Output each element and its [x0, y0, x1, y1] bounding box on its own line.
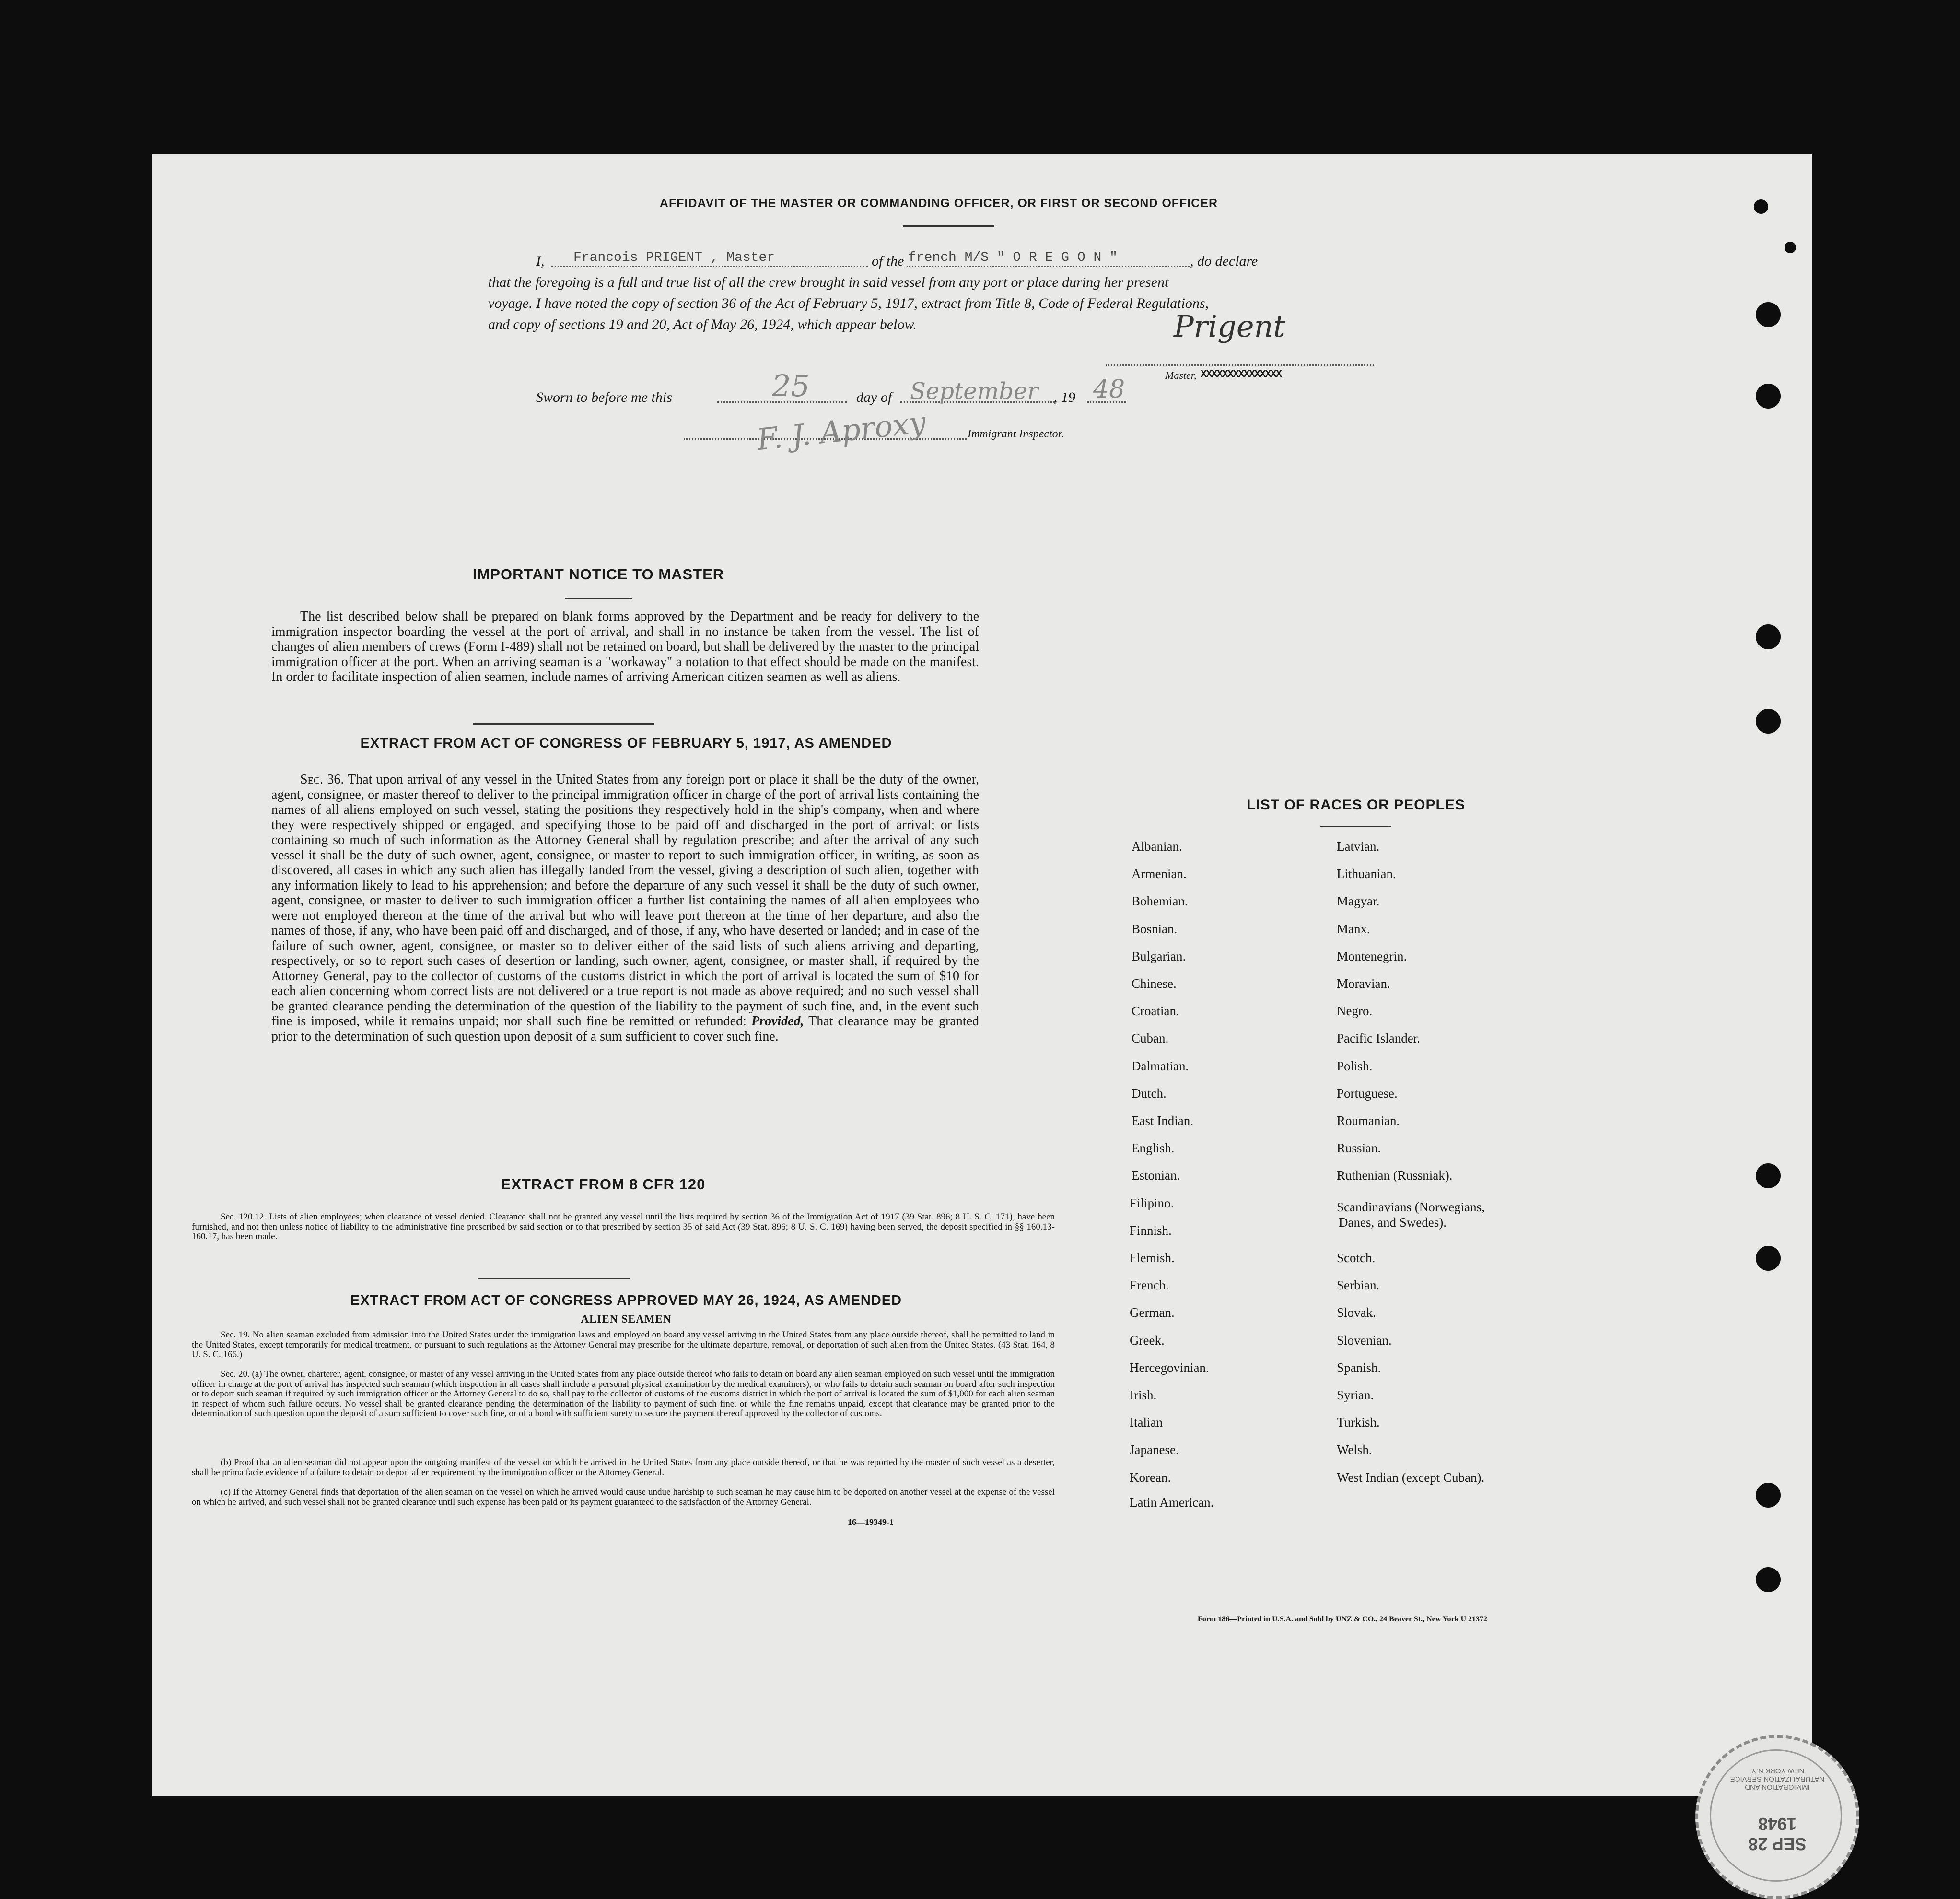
sworn-label: Sworn to before me this [536, 389, 672, 405]
master-name-typed: Francois PRIGENT , Master [573, 250, 775, 265]
race-item: Scotch. [1337, 1251, 1376, 1265]
race-item: East Indian. [1132, 1114, 1193, 1128]
race-item: Irish. [1130, 1388, 1157, 1402]
sworn-day-handwritten: 25 [772, 368, 810, 403]
form-publisher-note: Form 186—Printed in U.S.A. and Sold by UNZ & CO., 24 Beaver St., New York U 21372 [1198, 1615, 1488, 1623]
race-item: Croatian. [1132, 1004, 1179, 1019]
races-rule [1320, 826, 1391, 827]
race-item: Montenegrin. [1337, 949, 1407, 963]
race-item: Roumanian. [1337, 1114, 1400, 1128]
sec-20b-text: (b) Proof that an alien seaman did not appear upon the outgoing manifest of the vessel on which he arrived in the United States from any place outside thereof, or that he was reported by the master of such vessel as a deserter, shall be prima facie evidence of a failure to detain or deport after requirement by the immigration officer or the Attorney General. [192, 1457, 1055, 1477]
year-handwritten: 48 [1093, 375, 1125, 404]
punch-hole [1754, 199, 1768, 214]
sec-36-label: Sec. 36. [300, 772, 344, 787]
race-item: Manx. [1337, 921, 1370, 936]
form-number: 16—19349-1 [848, 1517, 894, 1527]
affidavit-title: AFFIDAVIT OF THE MASTER OR COMMANDING OFFICER, OR FIRST OR SECOND OFFICER [659, 197, 1218, 210]
race-item: Bohemian. [1132, 894, 1188, 909]
sec-36-proviso: That clearance may be granted prior to the determination of such question upon deposit of a sum sufficient to cover such fine. [271, 1014, 980, 1044]
race-item: English. [1132, 1141, 1175, 1156]
affidavit-body-line-1: that the foregoing is a full and true list of all the crew brought in said vessel from any port or place during her present [488, 274, 1169, 290]
race-item: Serbian. [1337, 1278, 1380, 1293]
race-item: Flemish. [1130, 1251, 1175, 1265]
punch-hole [1756, 1163, 1781, 1188]
race-item: Latin American. [1130, 1495, 1214, 1510]
punch-hole [1756, 1567, 1781, 1592]
notice-end-rule [473, 723, 654, 725]
inspector-label: Immigrant Inspector. [968, 428, 1064, 440]
punch-hole [1756, 1246, 1781, 1271]
affidavit-declare-label: , do declare [1190, 253, 1258, 269]
races-left-column [1132, 839, 1323, 1683]
race-item: Bulgarian. [1132, 949, 1186, 963]
race-item: Danes, and Swedes). [1339, 1215, 1447, 1230]
affidavit-body-line-3: and copy of sections 19 and 20, Act of May 26, 1924, which appear below. [488, 316, 917, 332]
race-item: Slovenian. [1337, 1333, 1392, 1348]
master-signature-line [1106, 364, 1374, 366]
punch-hole [1756, 709, 1781, 734]
receipt-stamp [1695, 1735, 1859, 1899]
notice-text: The list described below shall be prepared on blank forms approved by the Department and be ready for delivery to the immigration inspector boarding the vessel at the port of arrival, and shall in no instance be taken from the vessel. The list of changes of alien members of crews (Form I-489) shall not be retained on board, but shall be delivered by the master to the principal immigration officer at the port. When an arriving seaman is a "workaway" a notation to that effect should be made on the manifest. In order to facilitate inspection of alien seamen, include names of arriving American citizen seamen as well as aliens. [271, 609, 979, 684]
race-item: German. [1130, 1305, 1175, 1320]
race-item: Welsh. [1337, 1442, 1372, 1457]
document-page [152, 154, 1825, 1854]
title-rule [903, 225, 994, 227]
race-item: Chinese. [1132, 976, 1177, 991]
race-item: Negro. [1337, 1004, 1373, 1019]
affidavit-of-the-label: of the [872, 253, 904, 269]
race-item: Lithuanian. [1337, 867, 1396, 881]
race-item: Dutch. [1132, 1086, 1167, 1101]
race-item: Slovak. [1337, 1305, 1376, 1320]
year-prefix-label: , 19 [1054, 389, 1075, 405]
extract-1924-subtitle: ALIEN SEAMEN [581, 1313, 672, 1325]
race-item: Russian. [1337, 1141, 1381, 1156]
punch-hole [1756, 1483, 1781, 1508]
cfr-end-rule [478, 1278, 630, 1279]
race-item: Cuban. [1132, 1031, 1169, 1046]
punch-hole [1785, 242, 1796, 253]
provided-label: Provided, [751, 1014, 804, 1029]
races-right-column [1337, 839, 1586, 1683]
affidavit-i-label: I, [536, 253, 545, 269]
race-item: Estonian. [1132, 1168, 1180, 1183]
race-item: West Indian (except Cuban). [1337, 1470, 1485, 1485]
vessel-name-typed: french M/S " O R E G O N " [908, 250, 1118, 265]
punch-hole [1756, 624, 1781, 649]
master-label: Master, [1165, 369, 1197, 381]
notice-title: IMPORTANT NOTICE TO MASTER [472, 566, 724, 583]
punch-hole [1756, 384, 1781, 409]
races-title: LIST OF RACES OR PEOPLES [1247, 797, 1465, 813]
race-item: Scandinavians (Norwegians, [1337, 1199, 1485, 1214]
race-item: Filipino. [1130, 1196, 1174, 1210]
race-item: Italian [1130, 1415, 1163, 1430]
race-item: Dalmatian. [1132, 1058, 1189, 1073]
extract-cfr-text: Sec. 120.12. Lists of alien employees; when clearance of vessel denied. Clearance shall not be granted any vessel until the lists required by section 36 of the Immigration Act of 1917 (39 Stat. 896; 8 U. S. C. 171), have been furnished, and not then unless notice of liability to the administrative fine prescribed by said section or to that prescribed by section 35 of said Act (39 Stat. 896; 8 U. S. C. 169) having been served, the deposit specified in §§ 160.13-160.17, has been made. [192, 1212, 1055, 1242]
race-item: Albanian. [1132, 839, 1182, 854]
sec-20c-text: (c) If the Attorney General finds that deportation of the alien seaman on the vessel on which he arrived would cause undue hardship to such seaman he may cause him to be deported on another vessel at the expense of the vessel on which he arrived, and such vessel shall not be granted clearance until such expense has been paid or its payment guaranteed to the satisfaction of the Attorney General. [192, 1487, 1055, 1507]
extract-1924-title: EXTRACT FROM ACT OF CONGRESS APPROVED MAY 26, 1924, AS AMENDED [350, 1293, 902, 1308]
extract-cfr-title: EXTRACT FROM 8 CFR 120 [501, 1176, 706, 1193]
race-item: Hercegovinian. [1130, 1360, 1209, 1375]
vessel-fill-line [907, 266, 1190, 267]
race-item: Greek. [1130, 1333, 1165, 1348]
race-item: Korean. [1130, 1470, 1171, 1485]
sec-19-text: Sec. 19. No alien seaman excluded from admission into the United States under the immigration laws and employed on board any vessel arriving in the United States from any place outside thereof, shall be permitted to land in the United States, except temporarily for medical treatment, or pursuant to such regulations as the Attorney General may prescribe for the ultimate departure, removal, or deportation of such alien from the United States. (43 Stat. 164, 8 U. S. C. 166.) [192, 1330, 1055, 1360]
sec-20a-text: Sec. 20. (a) The owner, charterer, agent, consignee, or master of any vessel arriving in the United States from any place outside thereof who fails to detain on board any alien seaman employed on such vessel until the immigration officer in charge at the port of arrival has inspected such seaman (which inspection in all cases shall include a personal physical examination by the medical examiners), or who fails to detain such seaman on board after such inspection or to deport such seaman if required by such immigration officer or the Attorney General to do so, shall pay to the collector of customs of the customs district in which the port of arrival is located the sum of $1,000 for each alien seaman in respect of whom such failure occurs. No vessel shall be granted clearance pending the determination of the liability to payment of such fine, or while the fine remains unpaid, except that clearance may be granted prior to the determination of such question upon the deposit of a sum sufficient to cover such fine, or of a bond with sufficient surety to secure the payment thereof approved by the collector of customs. [192, 1369, 1055, 1418]
sec-36-body: That upon arrival of any vessel in the United States from any foreign port or place it shall be the duty of the owner, agent, consignee, or master thereof to deliver to the principal immigration officer in charge of the port of arrival lists containing the names of all aliens employed on such vessel, stating the positions they respectively hold in the ship's company, when and where they were respectively shipped or engaged, and specifying those to be paid off and discharged in the port of arrival; or lists containing so much of such information as the Attorney General shall by regulation prescribe; and after the arrival of any such vessel it shall be the duty of such owner, agent, consignee, or master to report to such immigration officer, in writing, as soon as discovered, all cases in which any such alien has illegally landed from the vessel, giving a description of such alien, together with any information likely to lead to his apprehension; and before the departure of any such vessel it shall be the duty of such owner, agent, consignee, or master to deliver to such immigration officer a further list containing the names of all alien employees who were not employed thereon at the time of the arrival but who will leave port thereon at the time of her departure, and also the names of those, if any, who have been paid off and discharged, and of those, if any, who have deserted or landed; and in case of the failure of such owner, agent, consignee, or master so to deliver either of the said lists of such aliens arriving and departing, respectively, or so to report such cases of desertion or landing, such owner, agent, consignee, or master shall, if required by the Attorney General, pay to the collector of customs of the customs district in which the port of arrival is located the sum of $10 for each alien concerning whom correct lists are not delivered or a true report is not made as above required; and no such vessel shall be granted clearance pending the determination of the question of the liability to the payment of such fine, and, in the event such fine is imposed, while it remains unpaid; nor shall such fine be remitted or refunded: [271, 772, 979, 1029]
master-struck-text: XXXXXXXXXXXXXXX [1201, 368, 1282, 380]
race-item: Ruthenian (Russniak). [1337, 1168, 1453, 1183]
affidavit-body-line-2: voyage. I have noted the copy of section 36 of the Act of February 5, 1917, extract from Title 8, Code of Federal Regulations, [488, 295, 1209, 311]
race-item: Pacific Islander. [1337, 1031, 1420, 1046]
stamp-date: SEP 28 1948 [1748, 1814, 1807, 1854]
extract-1917-title: EXTRACT FROM ACT OF CONGRESS OF FEBRUARY 5, 1917, AS AMENDED [360, 736, 892, 751]
race-item: French. [1130, 1278, 1169, 1293]
race-item: Finnish. [1130, 1223, 1172, 1238]
race-item: Latvian. [1337, 839, 1380, 854]
race-item: Polish. [1337, 1058, 1373, 1073]
day-of-label: day of [856, 389, 892, 405]
punch-hole [1756, 302, 1781, 327]
notice-rule [565, 598, 632, 599]
race-item: Moravian. [1337, 976, 1390, 991]
name-fill-line [551, 266, 868, 267]
sworn-month-handwritten: September [910, 378, 1038, 405]
stamp-service-text: IMMIGRATION AND NATURALIZATION SERVICE NEW YORK N.Y. [1730, 1767, 1825, 1791]
race-item: Armenian. [1132, 867, 1187, 881]
race-item: Bosnian. [1132, 921, 1178, 936]
race-item: Spanish. [1337, 1360, 1381, 1375]
race-item: Syrian. [1337, 1388, 1374, 1402]
inspector-signature: F. J. Aproxy [755, 404, 928, 457]
race-item: Portuguese. [1337, 1086, 1398, 1101]
extract-1917-text [271, 772, 979, 1044]
master-signature: Prigent [1174, 309, 1285, 344]
race-item: Japanese. [1130, 1442, 1179, 1457]
race-item: Magyar. [1337, 894, 1380, 909]
race-item: Turkish. [1337, 1415, 1380, 1430]
